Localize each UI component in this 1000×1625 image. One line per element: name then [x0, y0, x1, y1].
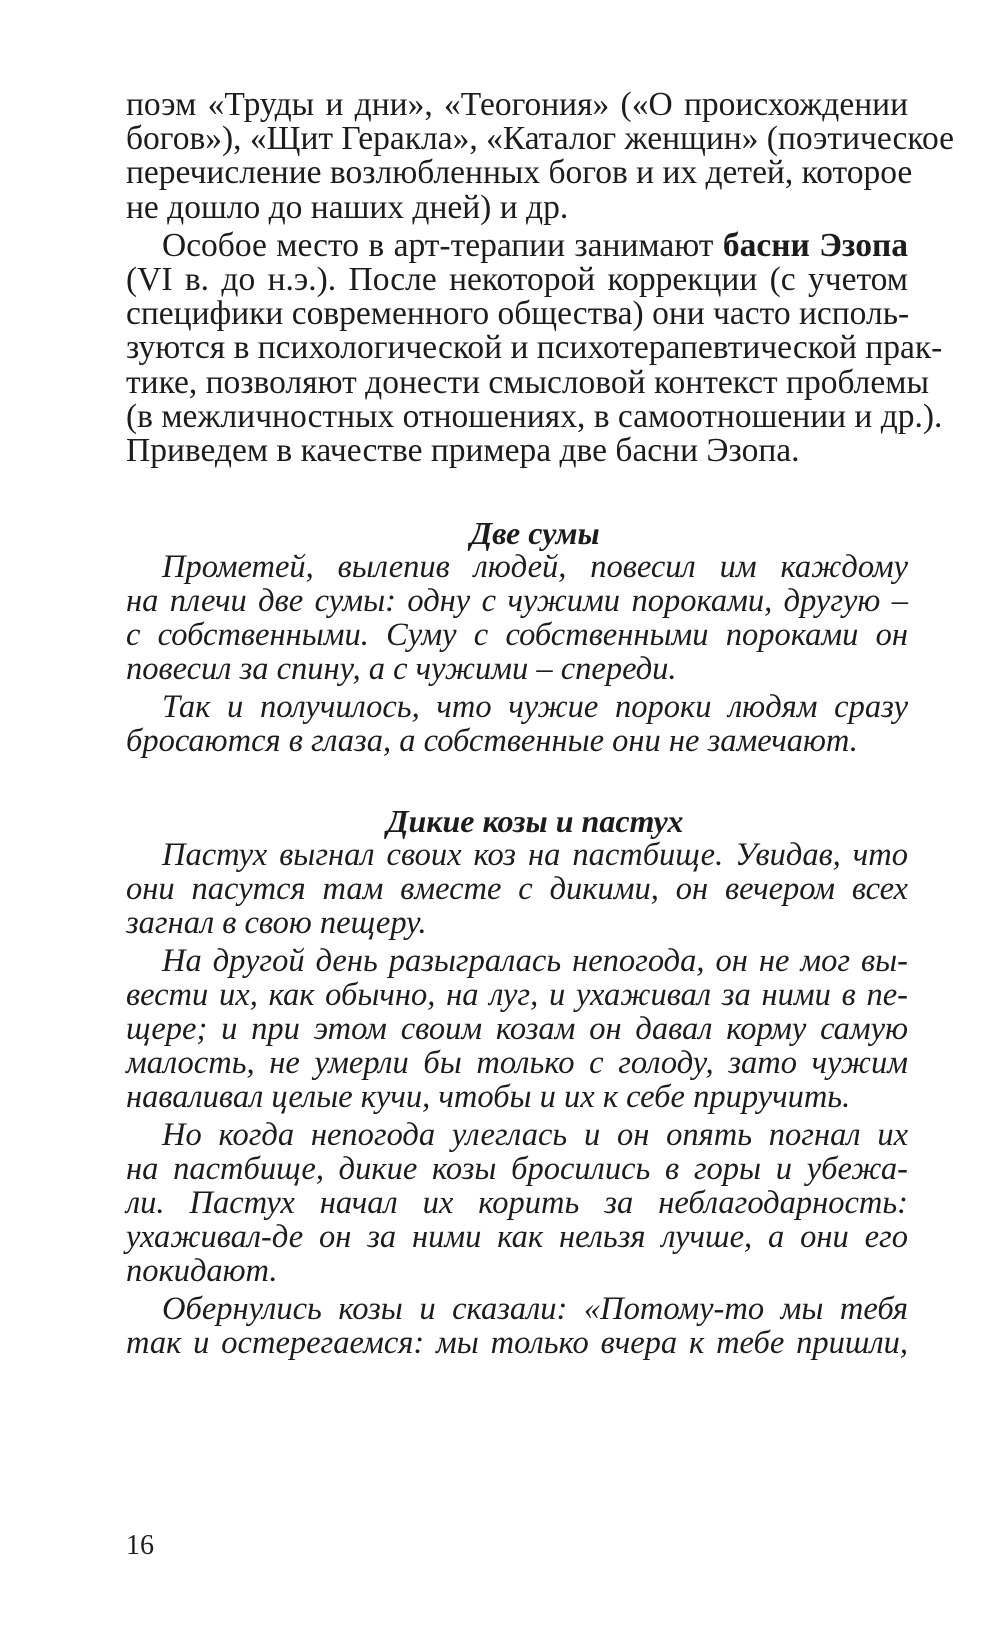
text-line: Прометей, вылепив людей, повесил им каждому	[162, 549, 908, 586]
text-line: тике, позволяют донести смысловой контекст проблемы	[126, 363, 929, 401]
fable-title: Две сумы	[470, 515, 600, 552]
text-line: щере; и при этом своим козам он давал корму самую	[126, 1011, 908, 1048]
text-line: наваливал целые кучи, чтобы и их к себе приручить.	[126, 1079, 851, 1116]
fable-wild-goats	[126, 804, 908, 1360]
text-line: Приведем в качестве примера две басни Эзопа.	[126, 432, 800, 470]
text-line: (VI в. до н.э.). После некоторой коррекции (с учетом	[126, 261, 908, 299]
text-line: на пастбище, дикие козы бросились в горы и убежа-	[126, 1151, 908, 1188]
text-line: они пасутся там вместе с дикими, он вечером всех	[126, 871, 908, 908]
fable-paragraph	[126, 550, 908, 686]
text-line: повесил за спину, а с чужими – спереди.	[126, 651, 677, 688]
fable-paragraph	[126, 1292, 908, 1360]
bold-term: басни Эзопа	[722, 226, 908, 264]
fable-two-bags	[126, 516, 908, 758]
text-line: вести их, как обычно, на луг, и ухаживал за ними в пе-	[126, 977, 908, 1014]
text-line: загнал в свою пещеру.	[126, 905, 427, 942]
text-line: с собственными. Суму с собственными пороками он	[126, 617, 908, 654]
fable-title: Дикие козы и пастух	[386, 803, 684, 840]
text-line: покидают.	[126, 1253, 278, 1290]
page-body	[126, 86, 955, 1362]
text-line: Но когда непогода улеглась и он опять погнал их	[162, 1117, 908, 1154]
spacer	[126, 468, 908, 516]
text-line: не дошло до наших дней) и др.	[126, 188, 569, 226]
fable-paragraph	[126, 944, 908, 1114]
text-line: зуются в психологической и психотерапевтической прак-	[126, 329, 943, 367]
aesop-paragraph	[126, 226, 943, 470]
text-line: поэм «Труды и дни», «Теогония» («О происхождении	[126, 86, 908, 123]
text-line: малость, не умерли бы только с голоду, зато чужим	[126, 1045, 908, 1082]
text-line: богов»), «Щит Геракла», «Каталог женщин» (поэтическое	[126, 120, 955, 158]
text-fragment: Особое место в арт-терапии занимают	[162, 226, 723, 264]
text-line: на плечи две сумы: одну с чужими пороками, другую –	[126, 583, 908, 620]
text-line: На другой день разыгралась непогода, он не мог вы-	[162, 943, 908, 980]
text-line: Пастух выгнал своих коз на пастбище. Увидав, что	[162, 837, 908, 874]
text-line: перечисление возлюбленных богов и их детей, которое	[126, 154, 913, 192]
text-line: Обернулись козы и сказали: «Потому-то мы тебя	[162, 1291, 908, 1328]
text-line: Так и получилось, что чужие пороки людям сразу	[162, 689, 908, 726]
text-line: так и остерегаемся: мы только вчера к тебе пришли,	[126, 1325, 908, 1362]
page-number: 16	[126, 1530, 154, 1561]
text-line: ухаживал-де он за ними как нельзя лучше, а они его	[126, 1219, 908, 1256]
fable-paragraph	[126, 838, 908, 940]
text-line: бросаются в глаза, а собственные они не замечают.	[126, 723, 858, 760]
intro-paragraph	[126, 86, 955, 226]
text-line: ли. Пастух начал их корить за неблагодарность:	[126, 1185, 908, 1222]
text-line	[126, 226, 908, 264]
text-line: (в межличностных отношениях, в самоотношении и др.).	[126, 397, 943, 435]
fable-paragraph	[126, 690, 908, 758]
spacer	[126, 758, 908, 804]
text-line: специфики современного общества) они часто исполь-	[126, 295, 910, 333]
fable-paragraph	[126, 1118, 908, 1288]
